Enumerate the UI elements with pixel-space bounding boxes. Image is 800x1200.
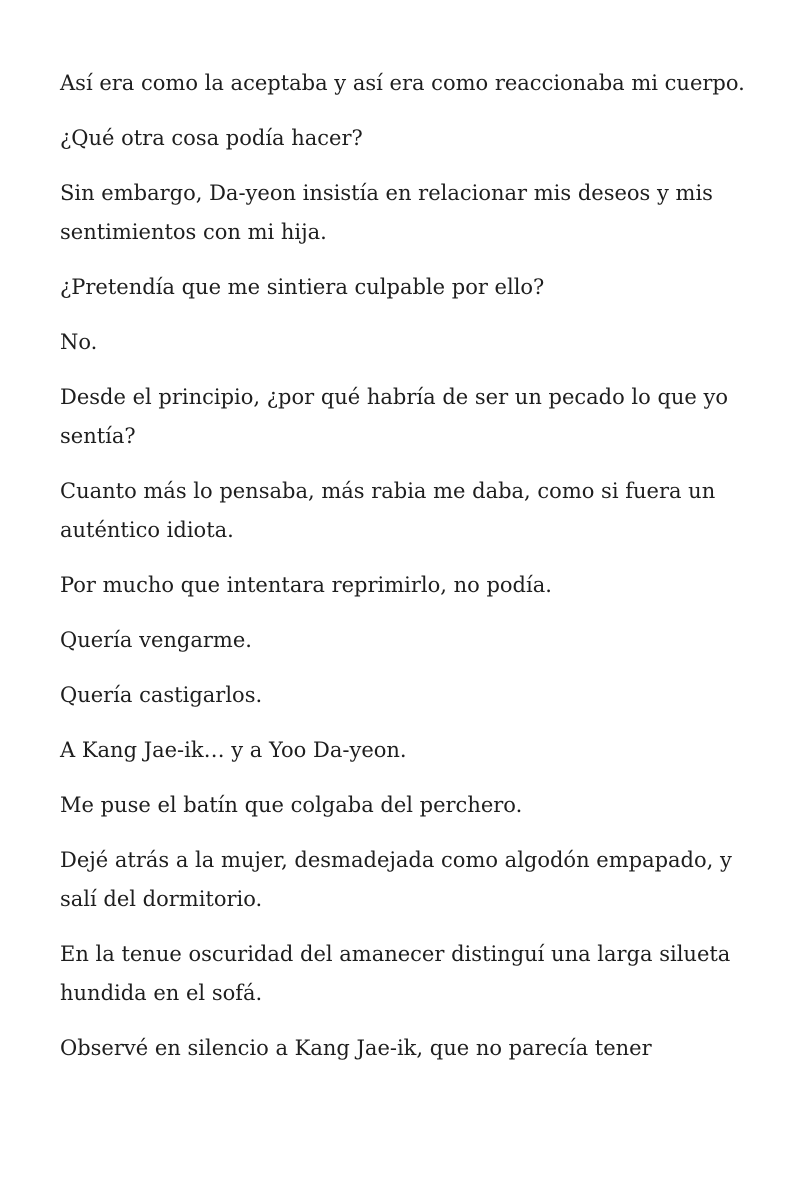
paragraph: En la tenue oscuridad del amanecer distinguí una larga silueta hundida en el sofá. [60,942,731,1005]
reading-page [60,64,750,1084]
paragraph: Observé en silencio a Kang Jae-ik, que no parecía tener [60,1036,652,1060]
paragraph: A Kang Jae-ik… y a Yoo Da-yeon. [60,738,407,762]
paragraph: Dejé atrás a la mujer, desmadejada como algodón empapado, y salí del dormitorio. [60,848,732,911]
paragraph: Quería castigarlos. [60,683,263,707]
paragraph: Quería vengarme. [60,628,252,652]
paragraph: ¿Qué otra cosa podía hacer? [60,126,363,150]
paragraph: Sin embargo, Da-yeon insistía en relacionar mis deseos y mis sentimientos con mi hija. [60,181,713,244]
paragraph: ¿Pretendía que me sintiera culpable por ello? [60,275,545,299]
paragraph: Por mucho que intentara reprimirlo, no podía. [60,573,552,597]
paragraph: Desde el principio, ¿por qué habría de ser un pecado lo que yo sentía? [60,385,729,448]
paragraph: No. [60,330,98,354]
paragraph: Cuanto más lo pensaba, más rabia me daba, como si fuera un auténtico idiota. [60,479,716,542]
paragraph: Así era como la aceptaba y así era como reaccionaba mi cuerpo. [60,71,745,95]
paragraph: Me puse el batín que colgaba del perchero. [60,793,523,817]
